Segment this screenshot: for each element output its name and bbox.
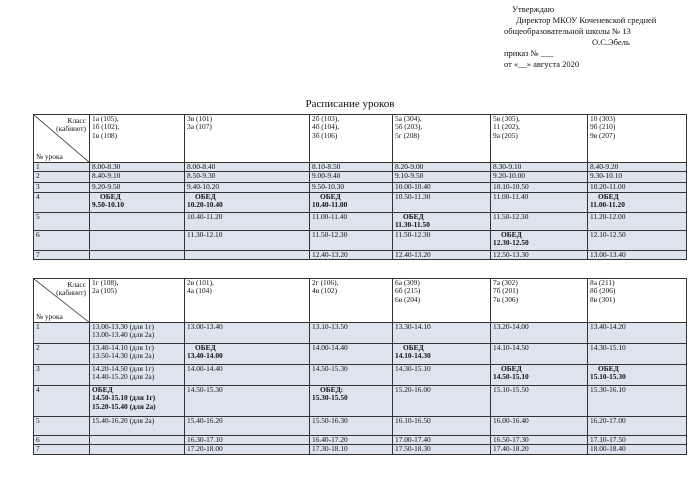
lunch-text: ОБЕД: [403, 212, 424, 221]
table-row: [34, 183, 687, 192]
time-text: 11.50-12.30: [312, 230, 348, 239]
lunch-text: ОБЕД:: [320, 385, 344, 394]
approval-line-director: Директор МКОУ Коченевской средней: [516, 15, 657, 25]
time-cell: [90, 250, 185, 259]
class-header-line: 7а (302): [493, 278, 518, 287]
time-text: 14.30-15.10: [395, 364, 431, 373]
time-cell: [310, 445, 393, 454]
time-cell: [310, 417, 393, 436]
time-cell: [588, 212, 687, 230]
time-cell: [185, 192, 310, 212]
class-header-line: 1г (108),: [92, 278, 119, 287]
lesson-number-cell: 6: [34, 230, 90, 250]
class-header-line: 2в (101),: [187, 278, 214, 287]
time-cell: [310, 230, 393, 250]
time-text: 12.40-13.20: [312, 250, 348, 259]
time-cell: [491, 386, 588, 417]
class-header-line: 7в (306): [493, 294, 519, 304]
class-header-line: 5в (305),: [493, 114, 520, 123]
approval-line-school: общеобразовательной школы № 13: [504, 26, 631, 36]
class-header-line: 5г (208): [395, 130, 420, 140]
lunch-text: 15.10-15.30: [590, 372, 626, 382]
class-header-line: 1в (108): [92, 130, 118, 140]
class-header-line: 3а (107): [187, 122, 212, 132]
lesson-number-cell: 5: [34, 212, 90, 230]
time-cell: [90, 365, 185, 386]
time-text: 15.40-16.20 (для 2а): [92, 416, 155, 425]
corner-lesson-number-label: № урока: [36, 311, 63, 321]
time-text: 13.00-13.40: [187, 322, 223, 331]
time-cell: [393, 163, 491, 172]
time-cell: [588, 192, 687, 212]
time-text: 11.00-11.40: [493, 192, 529, 201]
class-header-cell: [491, 115, 588, 163]
class-header-cell: [588, 115, 687, 163]
time-text: 9.10-9.50: [395, 171, 424, 181]
time-cell: [310, 172, 393, 183]
time-text: 8.50-9.30: [187, 171, 216, 181]
time-text: 15.50-16.30: [312, 416, 348, 425]
time-cell: [393, 417, 491, 436]
time-text: 13.30-14.10: [395, 322, 431, 331]
time-cell: [90, 192, 185, 212]
time-text: 17.40-18.20: [493, 444, 529, 454]
lunch-text: 14.50-15.10: [493, 372, 529, 382]
table-row: [34, 163, 687, 172]
lunch-text: ОБЕД: [501, 230, 522, 239]
time-text: 8.20-9.00: [395, 162, 424, 171]
time-cell: [185, 417, 310, 436]
time-cell: [185, 250, 310, 259]
table-row: [34, 344, 687, 365]
time-cell: [310, 212, 393, 230]
class-header-line: 7б (201): [493, 286, 519, 296]
time-cell: [588, 323, 687, 344]
time-cell: [393, 250, 491, 259]
approval-line-name: О.С.Эбель: [592, 37, 630, 47]
time-text: 9.40-10.20: [187, 182, 220, 192]
time-cell: [185, 386, 310, 417]
time-cell: [90, 417, 185, 436]
time-cell: [185, 212, 310, 230]
lunch-text: 15.20-15.40 (для 2а): [92, 401, 156, 411]
time-cell: [588, 445, 687, 454]
time-cell: [491, 365, 588, 386]
page-title: Расписание уроков: [305, 98, 395, 110]
time-text: 13.00-13.40: [590, 250, 626, 259]
time-text: 9.50-10.30: [312, 182, 345, 192]
class-header-cell: [491, 279, 588, 323]
table-row: [34, 436, 687, 445]
lesson-number-cell: 1: [34, 163, 90, 172]
lunch-text: ОБЕД: [598, 364, 619, 373]
time-text: 13.40-14.10 (для 1г): [92, 343, 154, 352]
class-header-line: 5б (203),: [395, 122, 423, 132]
time-cell: [90, 172, 185, 183]
corner-lesson-number-label: № урока: [36, 151, 63, 161]
time-text: 16.50-17.30: [493, 435, 529, 444]
lunch-text: ОБЕД: [598, 192, 619, 201]
class-header-line: 8а (211): [590, 278, 615, 287]
time-cell: [393, 212, 491, 230]
time-text: 14.30-15.10: [590, 343, 626, 352]
time-cell: [393, 192, 491, 212]
time-text: 18.00-18.40: [590, 444, 626, 454]
lesson-number-cell: 2: [34, 344, 90, 365]
class-header-line: 5а (304),: [395, 114, 422, 123]
time-text: 8.30-9.10: [493, 162, 522, 171]
time-cell: [393, 230, 491, 250]
time-text: 13.00-13.30 (для 1г): [92, 322, 154, 331]
table-row: [34, 230, 687, 250]
time-cell: [588, 172, 687, 183]
approval-line-date: от «__» августа 2020: [504, 59, 580, 69]
time-text: 15.10-15.50: [493, 385, 529, 394]
time-text: 11.00-11.40: [312, 212, 348, 221]
time-text: 10.10-10.50: [493, 182, 529, 192]
class-header-cell: [588, 279, 687, 323]
time-text: 10.00-10.40: [395, 182, 431, 192]
time-text: 12.50-13.30: [493, 250, 529, 259]
class-header-line: 6а (309): [395, 278, 420, 287]
lesson-number-cell: 4: [34, 192, 90, 212]
time-cell: [588, 183, 687, 192]
time-text: 13.40-14.20: [590, 322, 626, 331]
time-cell: [90, 445, 185, 454]
time-text: 11.50-12.30: [493, 212, 529, 221]
time-cell: [588, 386, 687, 417]
class-header-line: 2г (106),: [312, 278, 339, 287]
time-text: 17.50-18.30: [395, 444, 431, 454]
time-cell: [310, 386, 393, 417]
lunch-text: 12.30-12.50: [493, 238, 529, 248]
time-text: 8.00-8.30: [92, 162, 121, 171]
time-text: 14.50-15.30: [187, 385, 223, 394]
time-cell: [90, 344, 185, 365]
lunch-text: 14.50-15.10 (для 1г): [92, 393, 156, 403]
table-row: [34, 212, 687, 230]
time-cell: [90, 183, 185, 192]
time-cell: [310, 344, 393, 365]
class-header-line: 4б (104),: [312, 122, 340, 132]
class-header-cell: [393, 279, 491, 323]
class-header-line: 8б (206): [590, 286, 616, 296]
time-text: 11.20-12.00: [590, 212, 626, 221]
lunch-text: ОБЕД: [501, 364, 522, 373]
table-row: [34, 250, 687, 259]
table-row: [34, 386, 687, 417]
time-cell: [588, 163, 687, 172]
table-row: [34, 192, 687, 212]
time-text: 14.50-15.30: [312, 364, 348, 373]
class-header-line: 1а (105),: [92, 114, 119, 123]
time-text: 16.10-16.50: [395, 416, 431, 425]
lunch-text: ОБЕД: [195, 192, 216, 201]
time-cell: [185, 172, 310, 183]
time-text: 14.40-15.20 (для 2а): [92, 372, 155, 382]
time-text: 9.20-9.50: [92, 182, 121, 192]
class-header-line: 3в (101): [187, 114, 213, 123]
time-text: 14.10-14.50: [493, 343, 529, 352]
time-text: 13.10-13.50: [312, 322, 348, 331]
lunch-text: ОБЕД: [92, 385, 113, 394]
time-cell: [588, 250, 687, 259]
class-header-line: 2а (105): [92, 286, 117, 296]
class-header-cell: [310, 115, 393, 163]
time-cell: [90, 436, 185, 445]
lesson-number-cell: 2: [34, 172, 90, 183]
class-header-line: 8в (301): [590, 294, 616, 304]
time-text: 16.20-17.00: [590, 416, 626, 425]
class-header-line: 9в (207): [590, 130, 616, 140]
time-text: 15.30-16.10: [590, 385, 626, 394]
time-text: 9.20-10.00: [493, 171, 526, 181]
time-cell: [185, 230, 310, 250]
time-cell: [310, 323, 393, 344]
time-cell: [491, 212, 588, 230]
time-cell: [393, 323, 491, 344]
time-text: 17.20-18.00: [187, 444, 223, 454]
time-cell: [491, 436, 588, 445]
time-text: 14.00-14.40: [312, 343, 348, 352]
time-cell: [491, 445, 588, 454]
lesson-number-cell: 3: [34, 183, 90, 192]
lesson-number-cell: 5: [34, 417, 90, 436]
class-header-line: 6б (215): [395, 286, 421, 296]
time-cell: [90, 212, 185, 230]
table-row: [34, 445, 687, 454]
lunch-text: 11.30-11.50: [395, 220, 430, 230]
time-cell: [310, 250, 393, 259]
corner-class-text: Класс: [67, 116, 86, 125]
class-header-cell: [90, 279, 185, 323]
time-cell: [491, 230, 588, 250]
time-text: 10.20-11.00: [590, 182, 626, 192]
time-cell: [491, 172, 588, 183]
class-header-line: 9б (210): [590, 122, 616, 132]
time-cell: [310, 192, 393, 212]
lunch-text: ОБЕД: [403, 343, 424, 352]
time-text: 16.30-17.10: [187, 435, 223, 444]
time-cell: [185, 344, 310, 365]
time-text: 14.00-14.40: [187, 364, 223, 373]
time-text: 13.20-14.00: [493, 322, 529, 331]
corner-room-text: (кабинет): [56, 124, 86, 133]
time-text: 8.40-9.20: [590, 162, 619, 171]
time-text: 15.40-16.20: [187, 416, 223, 425]
time-cell: [588, 417, 687, 436]
time-cell: [310, 436, 393, 445]
time-cell: [310, 163, 393, 172]
table-corner-cell: [34, 279, 90, 323]
lunch-text: ОБЕД: [320, 192, 341, 201]
time-text: 13.50-14.30 (для 2а): [92, 351, 155, 361]
class-header-cell: [185, 279, 310, 323]
time-cell: [588, 436, 687, 445]
lunch-text: ОБЕД: [100, 192, 121, 201]
corner-room-text: (кабинет): [56, 288, 86, 297]
time-text: 11.50-12.30: [395, 230, 431, 239]
lunch-text: 9.50-10.10: [92, 200, 125, 210]
table-row: [34, 417, 687, 436]
corner-class-text: Класс: [67, 280, 86, 289]
corner-class-label: [56, 117, 86, 133]
time-cell: [393, 183, 491, 192]
time-text: 8.00-8.40: [187, 162, 216, 171]
time-cell: [90, 386, 185, 417]
schedule-table-2: [33, 278, 687, 455]
time-cell: [393, 365, 491, 386]
lunch-text: 15.30-15.50: [312, 393, 348, 403]
time-text: 13.00-13.40 (для 2а): [92, 330, 155, 340]
time-text: 12.10-12.50: [590, 230, 626, 239]
time-text: 12.40-13.20: [395, 250, 431, 259]
approval-block: [500, 4, 696, 70]
class-header-cell: [393, 115, 491, 163]
lunch-text: 14.10-14.30: [395, 351, 431, 361]
corner-class-label: [56, 281, 86, 297]
lesson-number-cell: 1: [34, 323, 90, 344]
class-header-line: 6в (204): [395, 294, 421, 304]
time-cell: [588, 365, 687, 386]
time-cell: [90, 230, 185, 250]
lesson-number-cell: 6: [34, 436, 90, 445]
lunch-text: 11.00-11.20: [590, 200, 625, 210]
time-cell: [588, 230, 687, 250]
schedule-table-1: [33, 114, 687, 260]
time-cell: [185, 445, 310, 454]
time-cell: [310, 365, 393, 386]
time-text: 16.40-17.20: [312, 435, 348, 444]
time-text: 16.00-16.40: [493, 416, 529, 425]
time-cell: [393, 445, 491, 454]
table-row: [34, 172, 687, 183]
class-header-cell: [90, 115, 185, 163]
time-text: 15.20-16.00: [395, 385, 431, 394]
time-cell: [491, 344, 588, 365]
class-header-cell: [310, 279, 393, 323]
time-text: 10.40-11.20: [187, 212, 223, 221]
time-cell: [393, 386, 491, 417]
lunch-text: 10.40-11.00: [312, 200, 348, 210]
time-cell: [491, 250, 588, 259]
time-text: 9.00-9.40: [312, 171, 341, 181]
class-header-line: 2б (103),: [312, 114, 340, 123]
class-header-line: 10 (303): [590, 114, 616, 123]
lunch-text: ОБЕД: [195, 343, 216, 352]
time-cell: [185, 183, 310, 192]
class-header-cell: [185, 115, 310, 163]
lesson-number-cell: 7: [34, 445, 90, 454]
time-text: 17.30-18.10: [312, 444, 348, 454]
class-header-line: 4в (102): [312, 286, 338, 296]
time-text: 11.30-12.10: [187, 230, 223, 239]
lesson-number-cell: 4: [34, 386, 90, 417]
time-cell: [393, 344, 491, 365]
time-cell: [393, 436, 491, 445]
time-cell: [185, 323, 310, 344]
class-header-line: 3б (106): [312, 130, 338, 140]
time-text: 8.10-8.50: [312, 162, 341, 171]
lunch-text: 10.20-10.40: [187, 200, 223, 210]
time-cell: [185, 163, 310, 172]
time-text: 17.00-17.40: [395, 435, 431, 444]
approval-line-approve: Утверждаю: [512, 4, 555, 14]
approval-line-order: приказ № ___: [504, 48, 554, 58]
lesson-number-cell: 7: [34, 250, 90, 259]
time-cell: [491, 323, 588, 344]
time-cell: [185, 436, 310, 445]
class-header-line: 1б (102),: [92, 122, 120, 132]
time-text: 9.30-10.10: [590, 171, 623, 181]
table-row: [34, 323, 687, 344]
table-row: [34, 365, 687, 386]
time-cell: [491, 417, 588, 436]
time-cell: [185, 365, 310, 386]
time-text: 14.20-14.50 (для 1г): [92, 364, 154, 373]
time-text: 17.10-17.50: [590, 435, 626, 444]
lunch-text: 13.40-14.00: [187, 351, 223, 361]
lesson-number-cell: 3: [34, 365, 90, 386]
class-header-line: 4а (104): [187, 286, 212, 296]
time-cell: [491, 183, 588, 192]
time-cell: [90, 323, 185, 344]
table-corner-cell: [34, 115, 90, 163]
time-cell: [393, 172, 491, 183]
time-cell: [491, 192, 588, 212]
class-header-line: 9а (205): [493, 130, 518, 140]
time-cell: [491, 163, 588, 172]
time-text: 10.50-11.30: [395, 192, 431, 201]
time-cell: [310, 183, 393, 192]
time-cell: [588, 344, 687, 365]
time-cell: [90, 163, 185, 172]
time-text: 8.40-9.10: [92, 171, 121, 181]
class-header-line: 11 (202),: [493, 122, 520, 132]
